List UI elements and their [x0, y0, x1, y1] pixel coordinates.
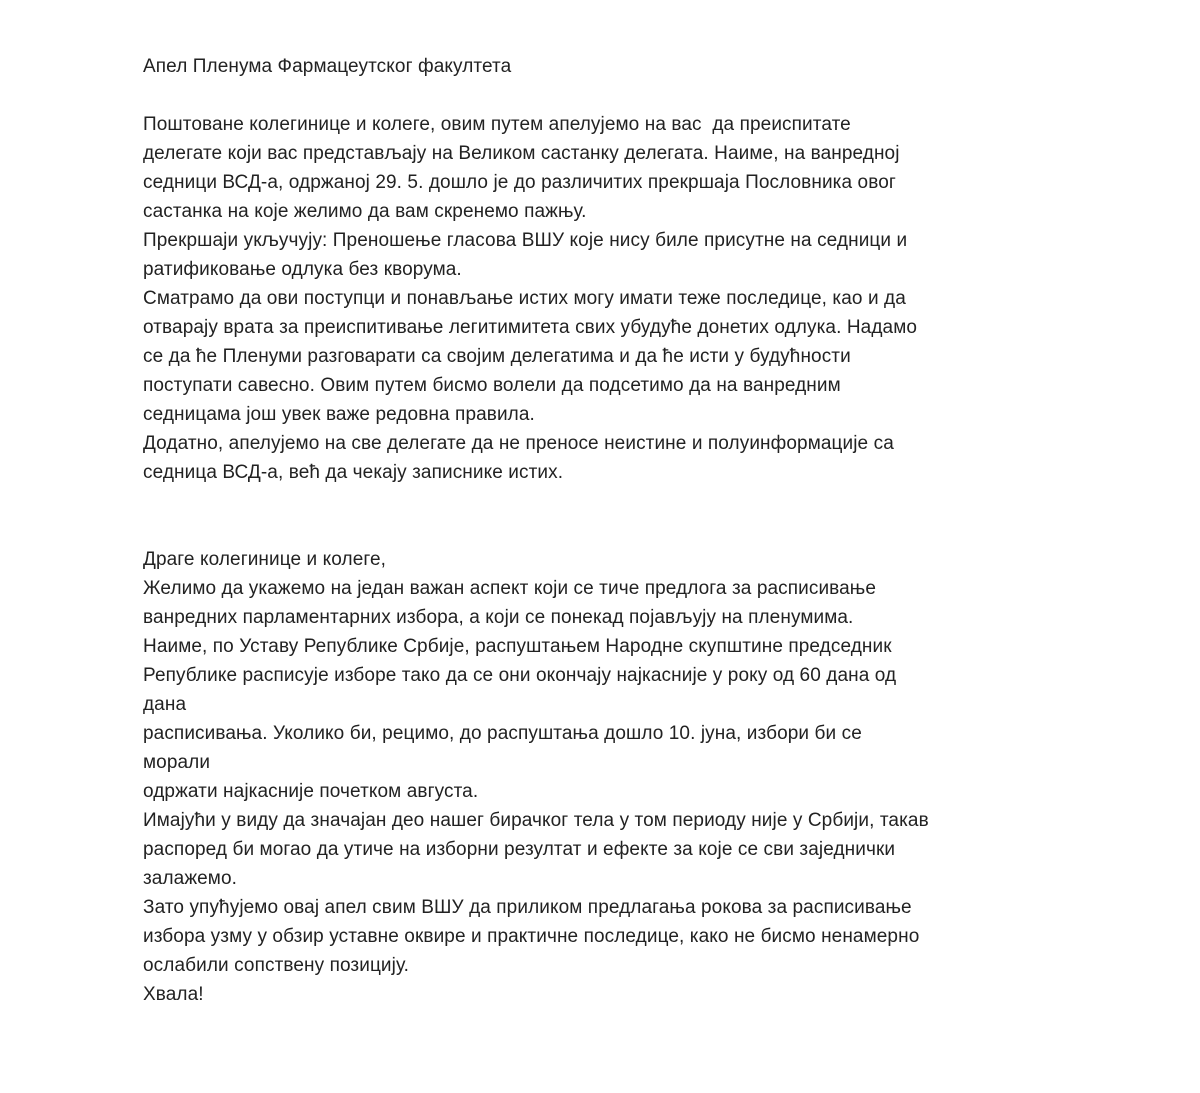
document-line: Сматрамо да ови поступци и понављање истих могу имати теже последице, као и да — [143, 288, 906, 309]
document-line: отварају врата за преиспитивање легитимитета свих убудуће донетих одлука. Надамо — [143, 317, 918, 338]
document-line: ратификовање одлука без кворума. — [143, 259, 462, 280]
document-line: састанка на које желимо да вам скренемо пажњу. — [143, 201, 587, 222]
document-line: поступати савесно. Овим путем бисмо волели да подсетимо да на ванредним — [143, 375, 841, 396]
document-line: делегате који вас представљају на Великом састанку делегата. Наиме, на ванредној — [143, 143, 900, 164]
document-line: Драге колегинице и колеге, — [143, 549, 387, 570]
document-line: Прекршаји укључују: Преношење гласова ВШУ које нису биле присутне на седници и — [143, 230, 908, 251]
document-line: ослабили сопствену позицију. — [143, 955, 410, 976]
document-line: Имајући у виду да значајан део нашег бирачког тела у том периоду није у Србији, такав — [143, 810, 929, 831]
document-line: одржати најкасније почетком августа. — [143, 781, 479, 802]
document-line: расписивања. Уколико би, рецимо, до распуштања дошло 10. јуна, избори би се — [143, 723, 862, 744]
document-line: седницама још увек важе редовна правила. — [143, 404, 535, 425]
document-line: се да ће Пленуми разговарати са својим делегатима и да ће исти у будућности — [143, 346, 851, 367]
document-line: Зато упућујемо овај апел свим ВШУ да приликом предлагања рокова за расписивање — [143, 897, 912, 918]
document-line: Желимо да укажемо на један важан аспект који се тиче предлога за расписивање — [143, 578, 877, 599]
document-line: седница ВСД-а, већ да чекају записнике истих. — [143, 462, 564, 483]
document-body — [143, 52, 1143, 1009]
blank-line — [143, 516, 1143, 545]
document-line: седници ВСД-а, одржаној 29. 5. дошло је до различитих прекршаја Пословника овог — [143, 172, 896, 193]
document-line: избора узму у обзир уставне оквире и практичне последице, како не бисмо ненамерно — [143, 926, 920, 947]
document-line: залажемо. — [143, 868, 238, 889]
document-line: Републике расписује изборе тако да се они окончају најкасније у року од 60 дана од — [143, 665, 897, 686]
blank-line — [143, 81, 1143, 110]
document-line: морали — [143, 752, 211, 773]
document-line: ванредних парламентарних избора, а који се понекад појављују на пленумима. — [143, 607, 854, 628]
document-line: Хвала! — [143, 984, 204, 1005]
document-line: дана — [143, 694, 187, 715]
document-line: Наиме, по Уставу Републике Србије, распуштањем Народне скупштине председник — [143, 636, 892, 657]
document-title: Апел Пленума Фармацеутског факултета — [143, 56, 512, 77]
document-line: Додатно, апелујемо на све делегате да не преносе неистине и полуинформације са — [143, 433, 894, 454]
document-line: Поштоване колегинице и колеге, овим путем апелујемо на вас да преиспитате — [143, 114, 851, 135]
document-line: распоред би могао да утиче на изборни резултат и ефекте за које се сви заједнички — [143, 839, 896, 860]
blank-line — [143, 487, 1143, 516]
